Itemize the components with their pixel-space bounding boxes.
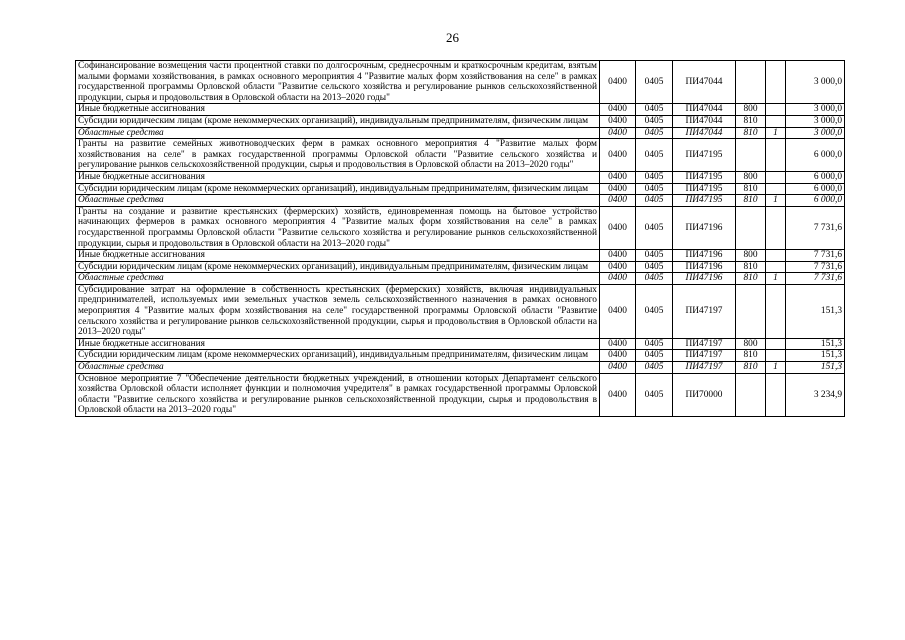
row-razdel: 0400 [600, 284, 636, 338]
table-row [76, 284, 845, 338]
row-sum: 6 000,0 [786, 139, 845, 172]
row-name: Субсидии юридическим лицам (кроме некоммерческих организаций), индивидуальным предпринимателям, физическим лицам [76, 115, 600, 127]
row-csr: ПИ47196 [673, 261, 736, 273]
row-podrazdel: 0405 [636, 250, 673, 262]
row-razdel: 0400 [600, 195, 636, 207]
row-podrazdel: 0405 [636, 338, 673, 350]
row-razdel: 0400 [600, 373, 636, 416]
row-razdel: 0400 [600, 104, 636, 116]
row-csr: ПИ47196 [673, 273, 736, 285]
row-podrazdel: 0405 [636, 171, 673, 183]
row-fin: 1 [766, 127, 786, 139]
row-sum: 3 000,0 [786, 115, 845, 127]
row-fin [766, 350, 786, 362]
row-razdel: 0400 [600, 171, 636, 183]
row-podrazdel: 0405 [636, 284, 673, 338]
row-razdel: 0400 [600, 250, 636, 262]
row-razdel: 0400 [600, 261, 636, 273]
row-sum: 3 234,9 [786, 373, 845, 416]
row-vr: 800 [736, 338, 766, 350]
row-name: Иные бюджетные ассигнования [76, 171, 600, 183]
row-vr: 810 [736, 195, 766, 207]
row-razdel: 0400 [600, 115, 636, 127]
row-fin [766, 61, 786, 104]
row-csr: ПИ47044 [673, 115, 736, 127]
table-row [76, 250, 845, 262]
table-row [76, 183, 845, 195]
row-sum: 7 731,6 [786, 273, 845, 285]
row-podrazdel: 0405 [636, 115, 673, 127]
row-csr: ПИ47196 [673, 206, 736, 249]
table-row [76, 373, 845, 416]
row-csr: ПИ70000 [673, 373, 736, 416]
row-csr: ПИ47195 [673, 139, 736, 172]
row-fin [766, 373, 786, 416]
row-sum: 6 000,0 [786, 171, 845, 183]
row-podrazdel: 0405 [636, 195, 673, 207]
row-csr: ПИ47044 [673, 61, 736, 104]
row-vr: 800 [736, 104, 766, 116]
row-csr: ПИ47197 [673, 338, 736, 350]
row-name: Областные средства [76, 127, 600, 139]
row-vr: 800 [736, 171, 766, 183]
row-razdel: 0400 [600, 127, 636, 139]
row-name: Софинансирование возмещения части процентной ставки по долгосрочным, среднесрочным и краткосрочным кредитам, взятым малыми формами хозяйствования, в рамках основного мероприятия 4 "Развитие малых форм хозяйствования на селе" в рамках государственной программы Орловской области "Развитие сельского хозяйства и регулирование рынков сельскохозяйственной продукции, сырья и продовольствия в Орловской области на 2013–2020 годы" [76, 61, 600, 104]
row-sum: 151,3 [786, 284, 845, 338]
row-sum: 7 731,6 [786, 250, 845, 262]
table-row [76, 338, 845, 350]
table-row [76, 61, 845, 104]
row-sum: 7 731,6 [786, 261, 845, 273]
row-fin [766, 250, 786, 262]
row-name: Гранты на развитие семейных животноводческих ферм в рамках основного мероприятия 4 "Развитие малых форм хозяйствования на селе" в рамках государственной программы Орловской области "Развитие сельского хозяйства и регулирование рынков сельскохозяйственной продукции, сырья и продовольствия в Орловской области на 2013–2020 годы" [76, 139, 600, 172]
row-podrazdel: 0405 [636, 183, 673, 195]
row-csr: ПИ47196 [673, 250, 736, 262]
row-csr: ПИ47195 [673, 195, 736, 207]
row-podrazdel: 0405 [636, 139, 673, 172]
row-csr: ПИ47044 [673, 127, 736, 139]
row-sum: 7 731,6 [786, 206, 845, 249]
row-razdel: 0400 [600, 273, 636, 285]
page-number: 26 [446, 30, 459, 45]
row-name: Основное мероприятие 7 "Обеспечение деятельности бюджетных учреждений, в отношении которых Департамент сельского хозяйства Орловской области исполняет функции и полномочия учредителя" в рамках государственной программы Орловской области "Развитие сельского хозяйства и регулирование рынков сельскохозяйственной продукции, сырья и продовольствия в Орловской области на 2013–2020 годы" [76, 373, 600, 416]
budget-table-body [76, 61, 845, 417]
row-podrazdel: 0405 [636, 273, 673, 285]
row-podrazdel: 0405 [636, 373, 673, 416]
row-csr: ПИ47197 [673, 350, 736, 362]
row-fin [766, 183, 786, 195]
table-row [76, 362, 845, 374]
row-razdel: 0400 [600, 362, 636, 374]
row-sum: 151,3 [786, 350, 845, 362]
row-podrazdel: 0405 [636, 104, 673, 116]
table-row [76, 261, 845, 273]
row-razdel: 0400 [600, 139, 636, 172]
row-name: Гранты на создание и развитие крестьянских (фермерских) хозяйств, единовременная помощь на бытовое устройство начинающих фермеров в рамках основного мероприятия 4 "Развитие малых форм хозяйствования на селе" в рамках государственной программы Орловской области "Развитие сельского хозяйства и регулирование рынков сельскохозяйственной продукции, сырья и продовольствия в Орловской области на 2013–2020 годы" [76, 206, 600, 249]
row-sum: 151,3 [786, 362, 845, 374]
budget-table [75, 60, 845, 417]
row-podrazdel: 0405 [636, 61, 673, 104]
row-vr: 800 [736, 250, 766, 262]
row-razdel: 0400 [600, 338, 636, 350]
row-vr: 810 [736, 362, 766, 374]
table-row [76, 115, 845, 127]
row-sum: 3 000,0 [786, 127, 845, 139]
row-csr: ПИ47044 [673, 104, 736, 116]
row-name: Субсидирование затрат на оформление в собственность крестьянских (фермерских) хозяйств, включая индивидуальных предпринимателей, используемых ими земельных участков земель сельскохозяйственного назначения в рамках основного мероприятия 4 "Развитие малых форм хозяйствования на селе" государственной программы Орловской области "Развитие сельского хозяйства и регулирование рынков сельскохозяйственной продукции, сырья и продовольствия в Орловской области на 2013–2020 годы" [76, 284, 600, 338]
row-vr: 810 [736, 273, 766, 285]
row-vr: 810 [736, 115, 766, 127]
row-name: Иные бюджетные ассигнования [76, 250, 600, 262]
table-row [76, 206, 845, 249]
row-fin [766, 115, 786, 127]
row-sum: 6 000,0 [786, 183, 845, 195]
row-razdel: 0400 [600, 61, 636, 104]
row-vr [736, 373, 766, 416]
row-name: Субсидии юридическим лицам (кроме некоммерческих организаций), индивидуальным предпринимателям, физическим лицам [76, 350, 600, 362]
row-fin [766, 139, 786, 172]
row-podrazdel: 0405 [636, 261, 673, 273]
table-row [76, 139, 845, 172]
row-fin [766, 284, 786, 338]
row-name: Субсидии юридическим лицам (кроме некоммерческих организаций), индивидуальным предпринимателям, физическим лицам [76, 261, 600, 273]
row-sum: 3 000,0 [786, 61, 845, 104]
row-name: Иные бюджетные ассигнования [76, 338, 600, 350]
row-fin [766, 261, 786, 273]
table-row [76, 350, 845, 362]
row-vr: 810 [736, 350, 766, 362]
row-fin [766, 206, 786, 249]
row-razdel: 0400 [600, 350, 636, 362]
row-fin [766, 104, 786, 116]
table-row [76, 273, 845, 285]
row-csr: ПИ47197 [673, 284, 736, 338]
row-fin [766, 171, 786, 183]
row-razdel: 0400 [600, 183, 636, 195]
table-row [76, 171, 845, 183]
row-razdel: 0400 [600, 206, 636, 249]
row-sum: 3 000,0 [786, 104, 845, 116]
row-name: Областные средства [76, 273, 600, 285]
table-row [76, 195, 845, 207]
row-fin: 1 [766, 195, 786, 207]
row-vr [736, 139, 766, 172]
row-vr [736, 284, 766, 338]
row-name: Субсидии юридическим лицам (кроме некоммерческих организаций), индивидуальным предпринимателям, физическим лицам [76, 183, 600, 195]
row-name: Областные средства [76, 195, 600, 207]
row-vr [736, 61, 766, 104]
row-csr: ПИ47197 [673, 362, 736, 374]
row-podrazdel: 0405 [636, 350, 673, 362]
row-fin: 1 [766, 362, 786, 374]
row-csr: ПИ47195 [673, 183, 736, 195]
row-podrazdel: 0405 [636, 127, 673, 139]
row-name: Областные средства [76, 362, 600, 374]
row-vr: 810 [736, 261, 766, 273]
row-fin [766, 338, 786, 350]
row-vr: 810 [736, 127, 766, 139]
row-sum: 151,3 [786, 338, 845, 350]
row-vr: 810 [736, 183, 766, 195]
row-csr: ПИ47195 [673, 171, 736, 183]
row-sum: 6 000,0 [786, 195, 845, 207]
row-vr [736, 206, 766, 249]
table-row [76, 104, 845, 116]
row-podrazdel: 0405 [636, 362, 673, 374]
row-fin: 1 [766, 273, 786, 285]
table-row [76, 127, 845, 139]
row-podrazdel: 0405 [636, 206, 673, 249]
row-name: Иные бюджетные ассигнования [76, 104, 600, 116]
